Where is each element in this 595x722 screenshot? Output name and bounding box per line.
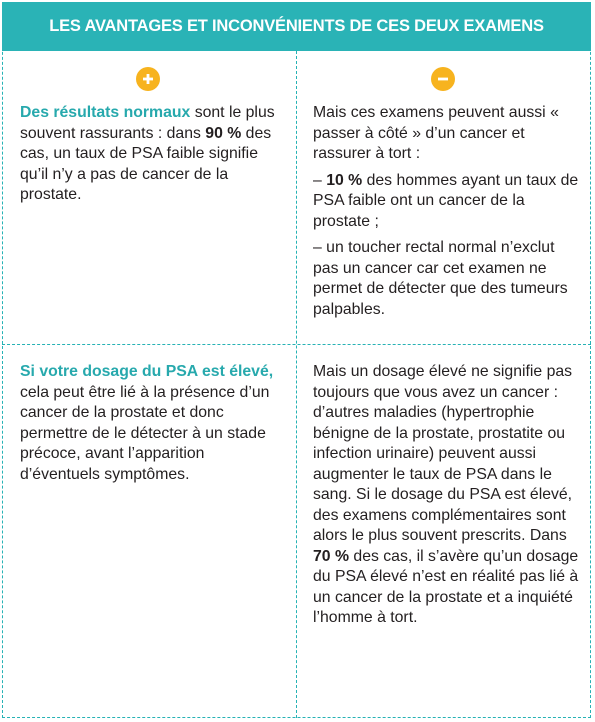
advantage-high-psa	[20, 362, 286, 485]
advantage-percent: 90 %	[205, 124, 242, 142]
disadvantage-high-psa	[313, 362, 581, 629]
disadvantage-false-reassurance	[313, 103, 581, 320]
advantage-highlight: Des résultats normaux	[20, 104, 191, 121]
advantage-normal-results	[20, 103, 286, 206]
disadvantage-intro: Mais ces examens peuvent aussi « passer à côté » d’un cancer et rassurer à tort :	[313, 104, 559, 162]
column-divider	[296, 51, 297, 718]
disadvantage-bullet-2: – un toucher rectal normal n’exclut pas un cancer car cet examen ne permet de détecter que des tumeurs palpables.	[313, 239, 568, 318]
minus-icon	[431, 67, 455, 91]
advantage-text-1: sont le plus souvent rassurants : dans	[20, 104, 275, 142]
disadvantage-2-percent: 70 %	[313, 547, 350, 565]
table-header	[2, 2, 591, 51]
disadvantage-percent: 10 %	[326, 171, 363, 189]
advantage-text-2: des cas, un taux de PSA faible signifie qu’il n’y a pas de cancer de la prostate.	[20, 124, 272, 203]
advantage-2-text: cela peut être lié à la présence d’un cancer de la prostate et donc permettre de le détecter à un stade précoce, avant l’apparition d’éventuels symptômes.	[20, 383, 270, 483]
disadvantage-bullet-1: – 10 % des hommes ayant un taux de PSA faible ont un cancer de la prostate ;	[313, 171, 579, 230]
plus-icon	[136, 67, 160, 91]
disadvantage-2-text-1: Mais un dosage élevé ne signifie pas toujours que vous avez un cancer : d’autres maladies (hypertrophie bénigne de la prostate, prostatite ou infection urinaire) peuvent aussi augmenter le taux de PSA dans le sang. Si le dosage du PSA est élevé, des examens complémentaires sont alors le plus souvent prescrits. Dans	[313, 363, 573, 544]
row-divider	[2, 344, 591, 345]
header-title: LES AVANTAGES ET INCONVÉNIENTS DE CES DEUX EXAMENS	[49, 17, 544, 35]
disadvantage-2-text-2: des cas, il s’avère qu’un dosage du PSA élevé n’est en réalité pas lié à un cancer de la prostate et a inquiété l’homme à tort.	[313, 547, 579, 626]
advantage-2-highlight: Si votre dosage du PSA est élevé,	[20, 363, 274, 380]
